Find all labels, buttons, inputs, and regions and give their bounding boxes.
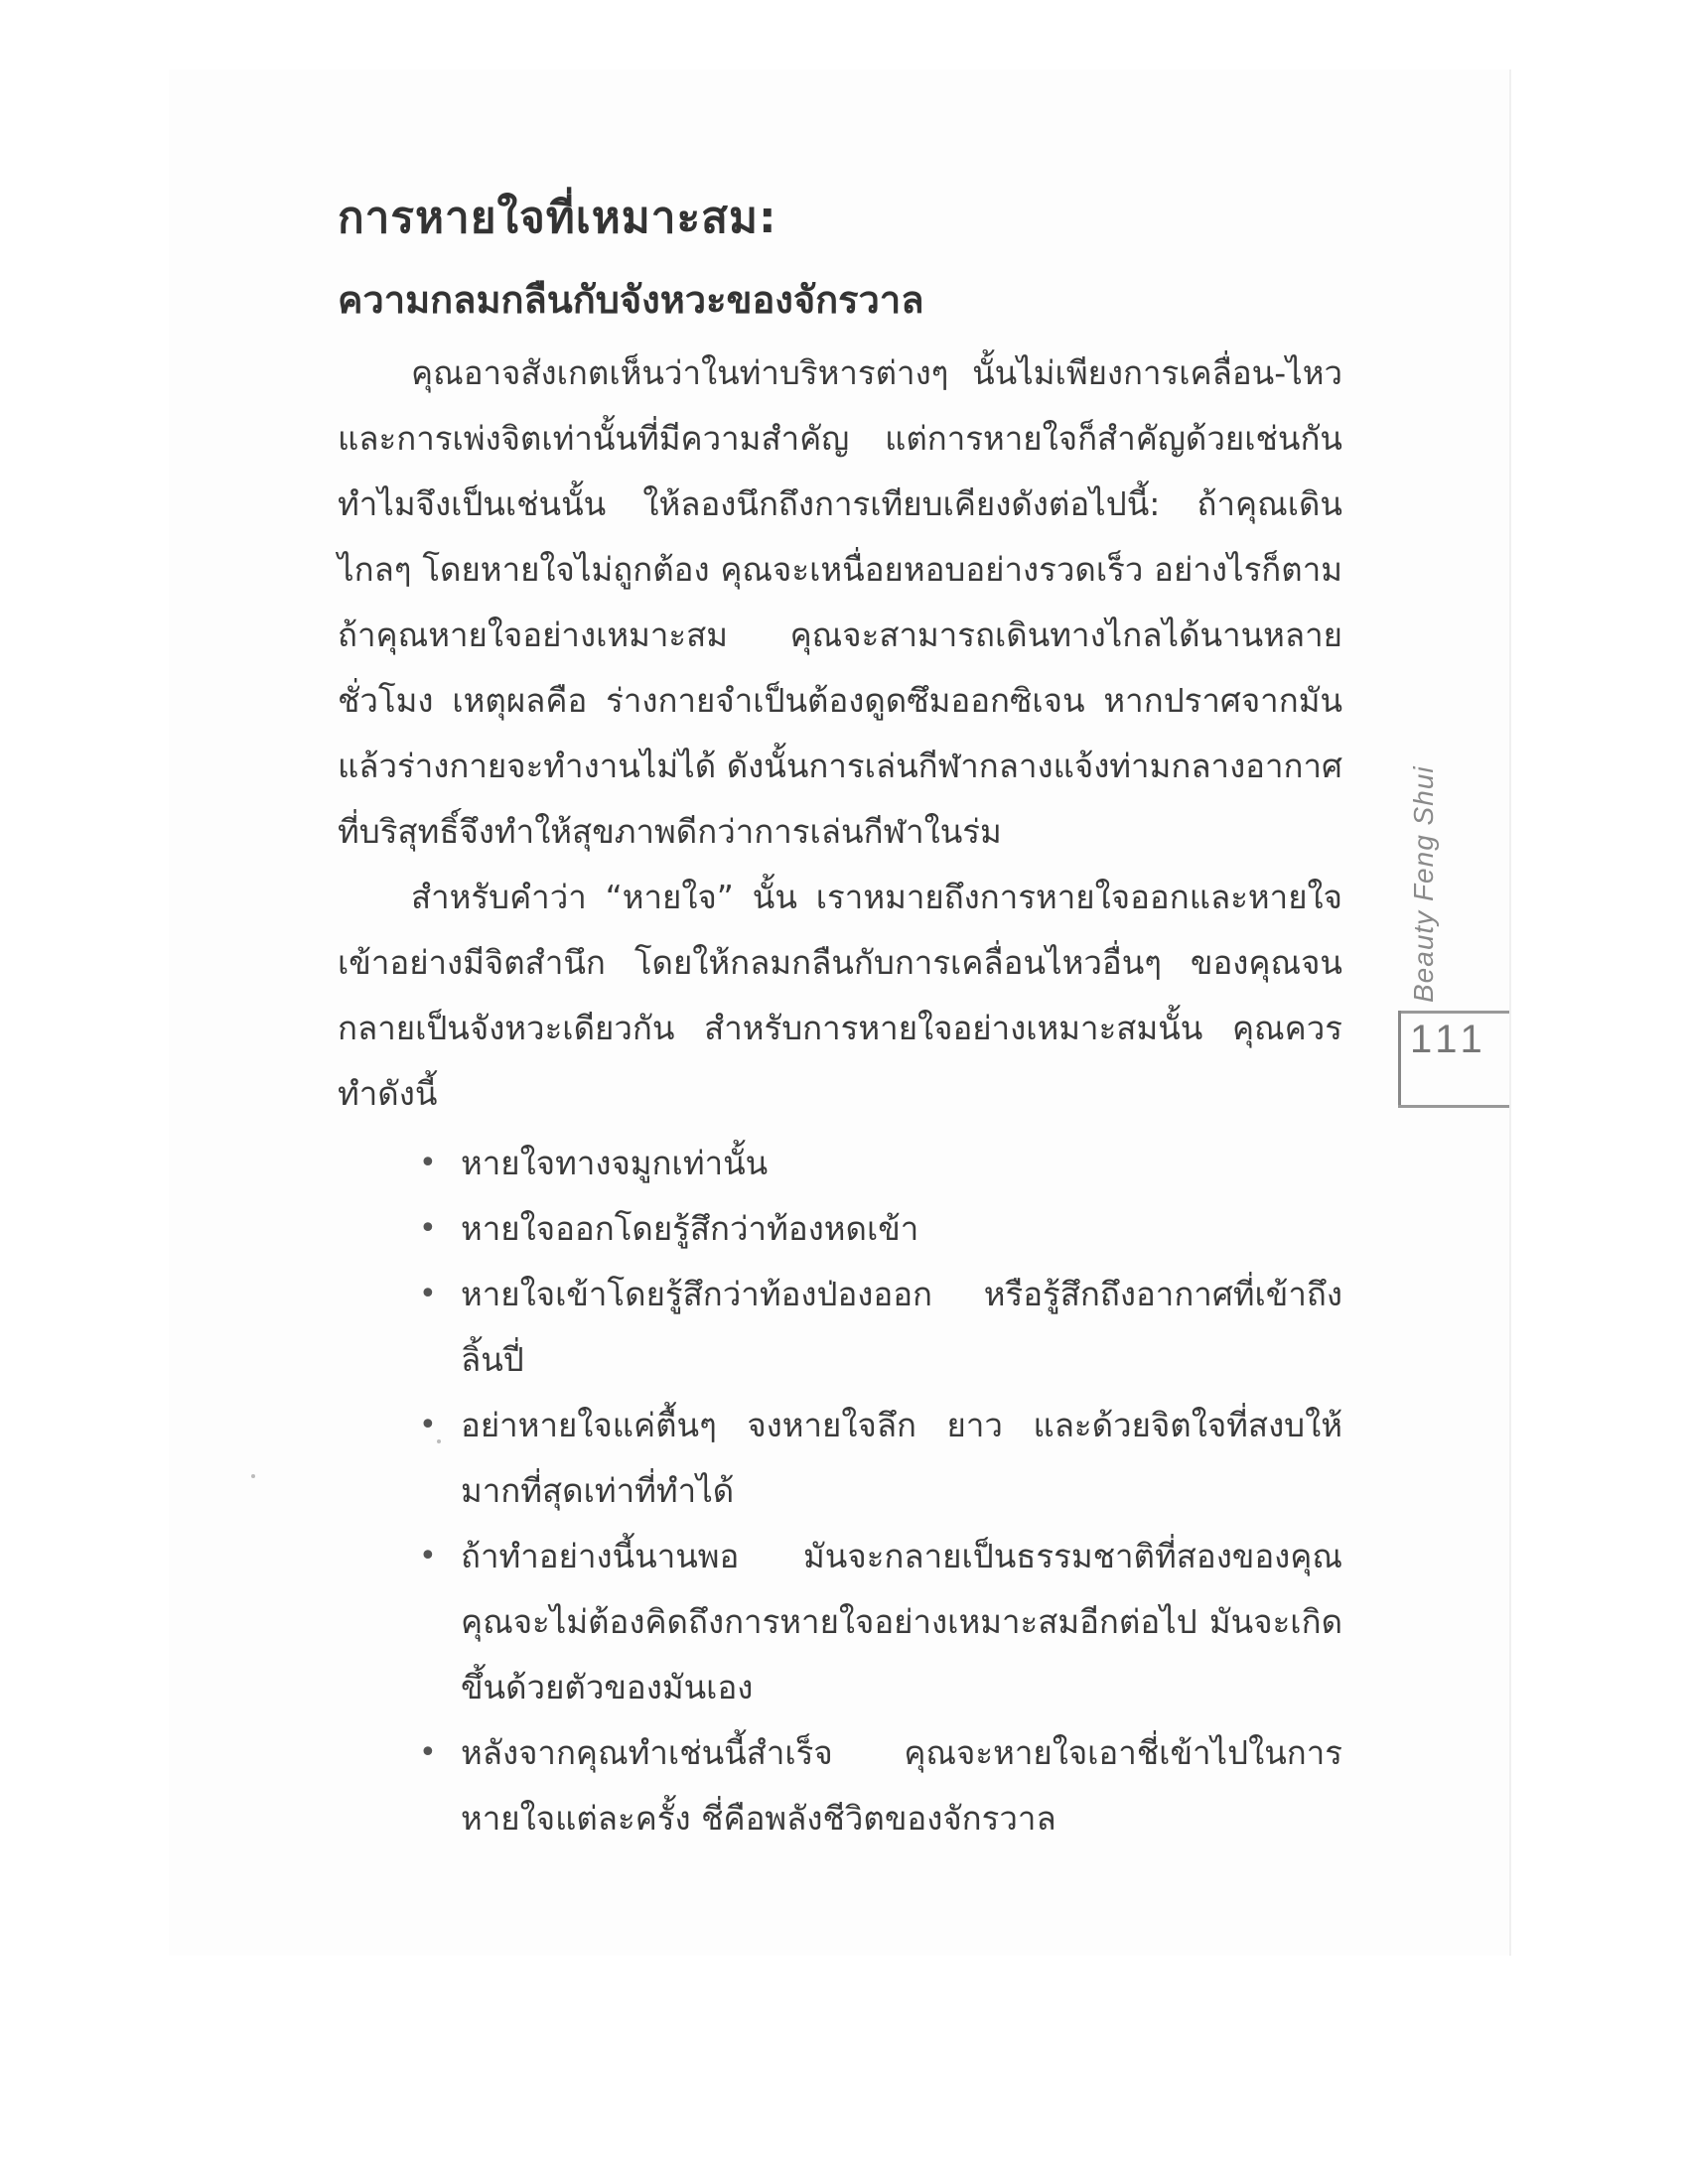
- list-item-text: อย่าหายใจแค่ตื้นๆ จงหายใจลึก ยาว และด้วยจิตใจที่สงบให้มากที่สุดเท่าที่ทำได้: [461, 1406, 1342, 1510]
- list-item: [338, 1524, 1342, 1720]
- section-subtitle: ความกลมกลืนกับจังหวะของจักรวาล: [338, 278, 924, 322]
- bullet-icon: •: [419, 1735, 437, 1770]
- bullet-icon: •: [419, 1146, 437, 1180]
- list-item: [338, 1720, 1342, 1851]
- list-item: [338, 1262, 1342, 1393]
- page-edge: [1509, 69, 1511, 1956]
- list-item-text: ถ้าทำอย่างนี้นานพอ มันจะกลายเป็นธรรมชาติที่สองของคุณ คุณจะไม่ต้องคิดถึงการหายใจอย่างเหมาะสมอีกต่อไป มันจะเกิดขึ้นด้วยตัวของมันเอง: [461, 1537, 1342, 1706]
- bullet-icon: •: [419, 1211, 437, 1246]
- page-number-rule-bottom: [1398, 1105, 1509, 1108]
- scan-speck: [251, 1474, 255, 1478]
- list-item-text: หายใจออกโดยรู้สึกว่าท้องหดเข้า: [461, 1209, 919, 1248]
- section-title: การหายใจที่เหมาะสม:: [338, 193, 777, 243]
- list-item: [338, 1131, 1342, 1196]
- paragraph-2: สำหรับคำว่า “หายใจ” นั้น เราหมายถึงการหายใจออกและหายใจเข้าอย่างมีจิตสำนึก โดยให้กลมกลืนกับการเคลื่อนไหวอื่นๆ ของคุณจนกลายเป็นจังหวะเดียวกัน สำหรับการหายใจอย่างเหมาะสมนั้น คุณควรทำดังนี้: [338, 878, 1342, 1113]
- list-item-text: หายใจเข้าโดยรู้สึกว่าท้องป่องออก หรือรู้สึกถึงอากาศที่เข้าถึงลิ้นปี่: [461, 1275, 1342, 1379]
- bullet-icon: •: [419, 1539, 437, 1573]
- paragraph-1: คุณอาจสังเกตเห็นว่าในท่าบริหารต่างๆ นั้นไม่เพียงการเคลื่อน-ไหวและการเพ่งจิตเท่านั้นที่มีความสำคัญ แต่การหายใจก็สำคัญด้วยเช่นกัน ทำไมจึงเป็นเช่นนั้น ให้ลองนึกถึงการเทียบเคียงดังต่อไปนี้: ถ้าคุณเดินไกลๆ โดยหายใจไม่ถูกต้อง คุณจะเหนื่อยหอบอย่างรวดเร็ว อย่างไรก็ตาม ถ้าคุณหายใจอย่างเหมาะสม คุณจะสามารถเดินทางไกลได้นานหลายชั่วโมง เหตุผลคือ ร่างกายจำเป็นต้องดูดซึมออกซิเจน หากปราศจากมันแล้วร่างกายจะทำงานไม่ได้ ดังนั้นการเล่นกีฬากลางแจ้งท่ามกลางอากาศที่บริสุทธิ์จึงทำให้สุขภาพดีกว่าการเล่นกีฬาในร่ม: [338, 353, 1342, 851]
- bullet-icon: •: [419, 1408, 437, 1442]
- list-item-text: หลังจากคุณทำเช่นนี้สำเร็จ คุณจะหายใจเอาชี่เข้าไปในการหายใจแต่ละครั้ง ชี่คือพลังชีวิตของจักรวาล: [461, 1733, 1342, 1838]
- page-content: [338, 184, 1342, 1851]
- list-item: [338, 1196, 1342, 1262]
- breathing-steps-list: [338, 1131, 1342, 1851]
- list-item-text: หายใจทางจมูกเท่านั้น: [461, 1144, 769, 1182]
- running-head: Beauty Feng Shui: [1408, 765, 1439, 1003]
- page-number-rule-side: [1398, 1011, 1401, 1108]
- scan-speck: [437, 1439, 441, 1443]
- bullet-icon: •: [419, 1277, 437, 1311]
- list-item: [338, 1393, 1342, 1524]
- page-number: 111: [1410, 1018, 1488, 1061]
- page-number-rule-top: [1398, 1011, 1509, 1014]
